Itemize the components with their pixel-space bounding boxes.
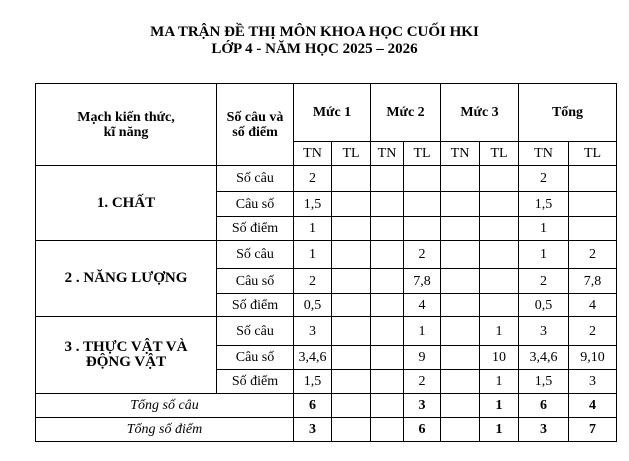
table-cell bbox=[371, 217, 404, 241]
table-cell bbox=[480, 217, 519, 241]
subheader-tl: TL bbox=[480, 142, 519, 166]
header-topic: Mạch kiến thức, kĩ năng bbox=[36, 84, 217, 166]
table-cell: 0,5 bbox=[519, 294, 569, 317]
table-cell: 1 bbox=[294, 217, 332, 241]
table-cell bbox=[371, 269, 404, 294]
table-cell: 4 bbox=[569, 294, 617, 317]
table-cell: 1,5 bbox=[519, 192, 569, 217]
table-cell bbox=[371, 317, 404, 346]
row-label: Số điểm bbox=[217, 217, 294, 241]
table-cell: 2 bbox=[294, 166, 332, 192]
section-name: 3 . THỰC VẬT VÀ ĐỘNG VẬT bbox=[36, 317, 217, 394]
table-cell: 2 bbox=[294, 269, 332, 294]
subheader-tl: TL bbox=[332, 142, 371, 166]
table-cell: 9,10 bbox=[569, 346, 617, 370]
total-cell: 1 bbox=[480, 418, 519, 442]
table-cell: 2 bbox=[519, 166, 569, 192]
table-cell bbox=[332, 269, 371, 294]
total-label: Tổng số câu bbox=[36, 394, 294, 418]
total-row bbox=[36, 394, 617, 418]
table-cell: 1 bbox=[480, 370, 519, 394]
total-cell: 3 bbox=[404, 394, 441, 418]
row-label: Số điểm bbox=[217, 294, 294, 317]
row-label: Số câu bbox=[217, 166, 294, 192]
table-cell bbox=[404, 192, 441, 217]
table-cell bbox=[441, 192, 480, 217]
row-label: Câu số bbox=[217, 346, 294, 370]
row-label: Số câu bbox=[217, 317, 294, 346]
subheader-tn: TN bbox=[371, 142, 404, 166]
total-cell bbox=[332, 418, 371, 442]
table-cell bbox=[371, 370, 404, 394]
table-cell bbox=[332, 294, 371, 317]
table-cell bbox=[332, 370, 371, 394]
table-cell bbox=[480, 166, 519, 192]
table-cell bbox=[332, 192, 371, 217]
total-cell: 4 bbox=[569, 394, 617, 418]
table-cell bbox=[332, 346, 371, 370]
total-row bbox=[36, 418, 617, 442]
table-cell: 7,8 bbox=[404, 269, 441, 294]
table-cell: 4 bbox=[404, 294, 441, 317]
total-cell bbox=[371, 394, 404, 418]
table-cell: 3 bbox=[569, 370, 617, 394]
header-level-3: Mức 3 bbox=[441, 84, 519, 142]
table-cell bbox=[371, 346, 404, 370]
table-cell bbox=[441, 166, 480, 192]
table-cell bbox=[441, 370, 480, 394]
table-cell bbox=[404, 166, 441, 192]
exam-matrix-table bbox=[35, 83, 617, 442]
total-cell: 7 bbox=[569, 418, 617, 442]
table-cell: 3 bbox=[294, 317, 332, 346]
table-cell: 2 bbox=[404, 241, 441, 269]
subheader-tl: TL bbox=[404, 142, 441, 166]
table-cell bbox=[480, 241, 519, 269]
table-cell: 3,4,6 bbox=[519, 346, 569, 370]
table-cell bbox=[371, 192, 404, 217]
table-cell bbox=[441, 241, 480, 269]
total-cell: 6 bbox=[404, 418, 441, 442]
table-cell: 1,5 bbox=[294, 370, 332, 394]
table-cell: 2 bbox=[404, 370, 441, 394]
table-cell: 2 bbox=[519, 269, 569, 294]
table-cell bbox=[480, 269, 519, 294]
table-cell bbox=[371, 294, 404, 317]
table-cell: 7,8 bbox=[569, 269, 617, 294]
table-cell bbox=[371, 241, 404, 269]
total-label: Tổng số điểm bbox=[36, 418, 294, 442]
table-cell: 2 bbox=[569, 241, 617, 269]
table-cell bbox=[332, 241, 371, 269]
table-row bbox=[36, 166, 617, 192]
header-total: Tổng bbox=[519, 84, 617, 142]
header-level-2: Mức 2 bbox=[371, 84, 441, 142]
table-cell: 1,5 bbox=[294, 192, 332, 217]
subheader-tl: TL bbox=[569, 142, 617, 166]
total-cell: 1 bbox=[480, 394, 519, 418]
table-cell: 1,5 bbox=[519, 370, 569, 394]
total-cell: 6 bbox=[519, 394, 569, 418]
table-cell bbox=[441, 294, 480, 317]
table-cell bbox=[332, 317, 371, 346]
table-cell bbox=[569, 166, 617, 192]
table-cell: 1 bbox=[519, 217, 569, 241]
total-cell: 3 bbox=[519, 418, 569, 442]
table-cell bbox=[441, 317, 480, 346]
table-cell bbox=[371, 166, 404, 192]
subheader-tn: TN bbox=[294, 142, 332, 166]
table-cell bbox=[441, 217, 480, 241]
table-row bbox=[36, 317, 617, 346]
total-cell bbox=[441, 394, 480, 418]
total-cell bbox=[371, 418, 404, 442]
table-cell bbox=[480, 192, 519, 217]
subheader-tn: TN bbox=[441, 142, 480, 166]
section-name: 1. CHẤT bbox=[36, 166, 217, 241]
table-cell: 10 bbox=[480, 346, 519, 370]
row-label: Câu số bbox=[217, 192, 294, 217]
table-cell bbox=[569, 217, 617, 241]
total-cell: 6 bbox=[294, 394, 332, 418]
table-cell bbox=[441, 346, 480, 370]
table-cell: 3,4,6 bbox=[294, 346, 332, 370]
total-cell bbox=[332, 394, 371, 418]
document-title: MA TRẬN ĐỀ THỊ MÔN KHOA HỌC CUỐI HKI bbox=[150, 24, 479, 40]
table-cell bbox=[569, 192, 617, 217]
row-label: Số câu bbox=[217, 241, 294, 269]
table-cell: 2 bbox=[569, 317, 617, 346]
total-cell bbox=[441, 418, 480, 442]
table-cell bbox=[404, 217, 441, 241]
table-cell bbox=[480, 294, 519, 317]
header-type: Số câu và số điểm bbox=[217, 84, 294, 166]
row-label: Số điểm bbox=[217, 370, 294, 394]
table-cell: 3 bbox=[519, 317, 569, 346]
section-name: 2 . NĂNG LƯỢNG bbox=[36, 241, 217, 317]
table-cell bbox=[441, 269, 480, 294]
table-cell: 1 bbox=[519, 241, 569, 269]
table-cell: 0,5 bbox=[294, 294, 332, 317]
table-row bbox=[36, 241, 617, 269]
table-cell: 1 bbox=[294, 241, 332, 269]
table-cell bbox=[332, 166, 371, 192]
table-cell: 1 bbox=[404, 317, 441, 346]
document-subtitle: LỚP 4 - NĂM HỌC 2025 – 2026 bbox=[211, 41, 418, 57]
table-cell: 1 bbox=[480, 317, 519, 346]
header-level-1: Mức 1 bbox=[294, 84, 371, 142]
subheader-tn: TN bbox=[519, 142, 569, 166]
table-cell: 9 bbox=[404, 346, 441, 370]
row-label: Câu số bbox=[217, 269, 294, 294]
total-cell: 3 bbox=[294, 418, 332, 442]
table-cell bbox=[332, 217, 371, 241]
